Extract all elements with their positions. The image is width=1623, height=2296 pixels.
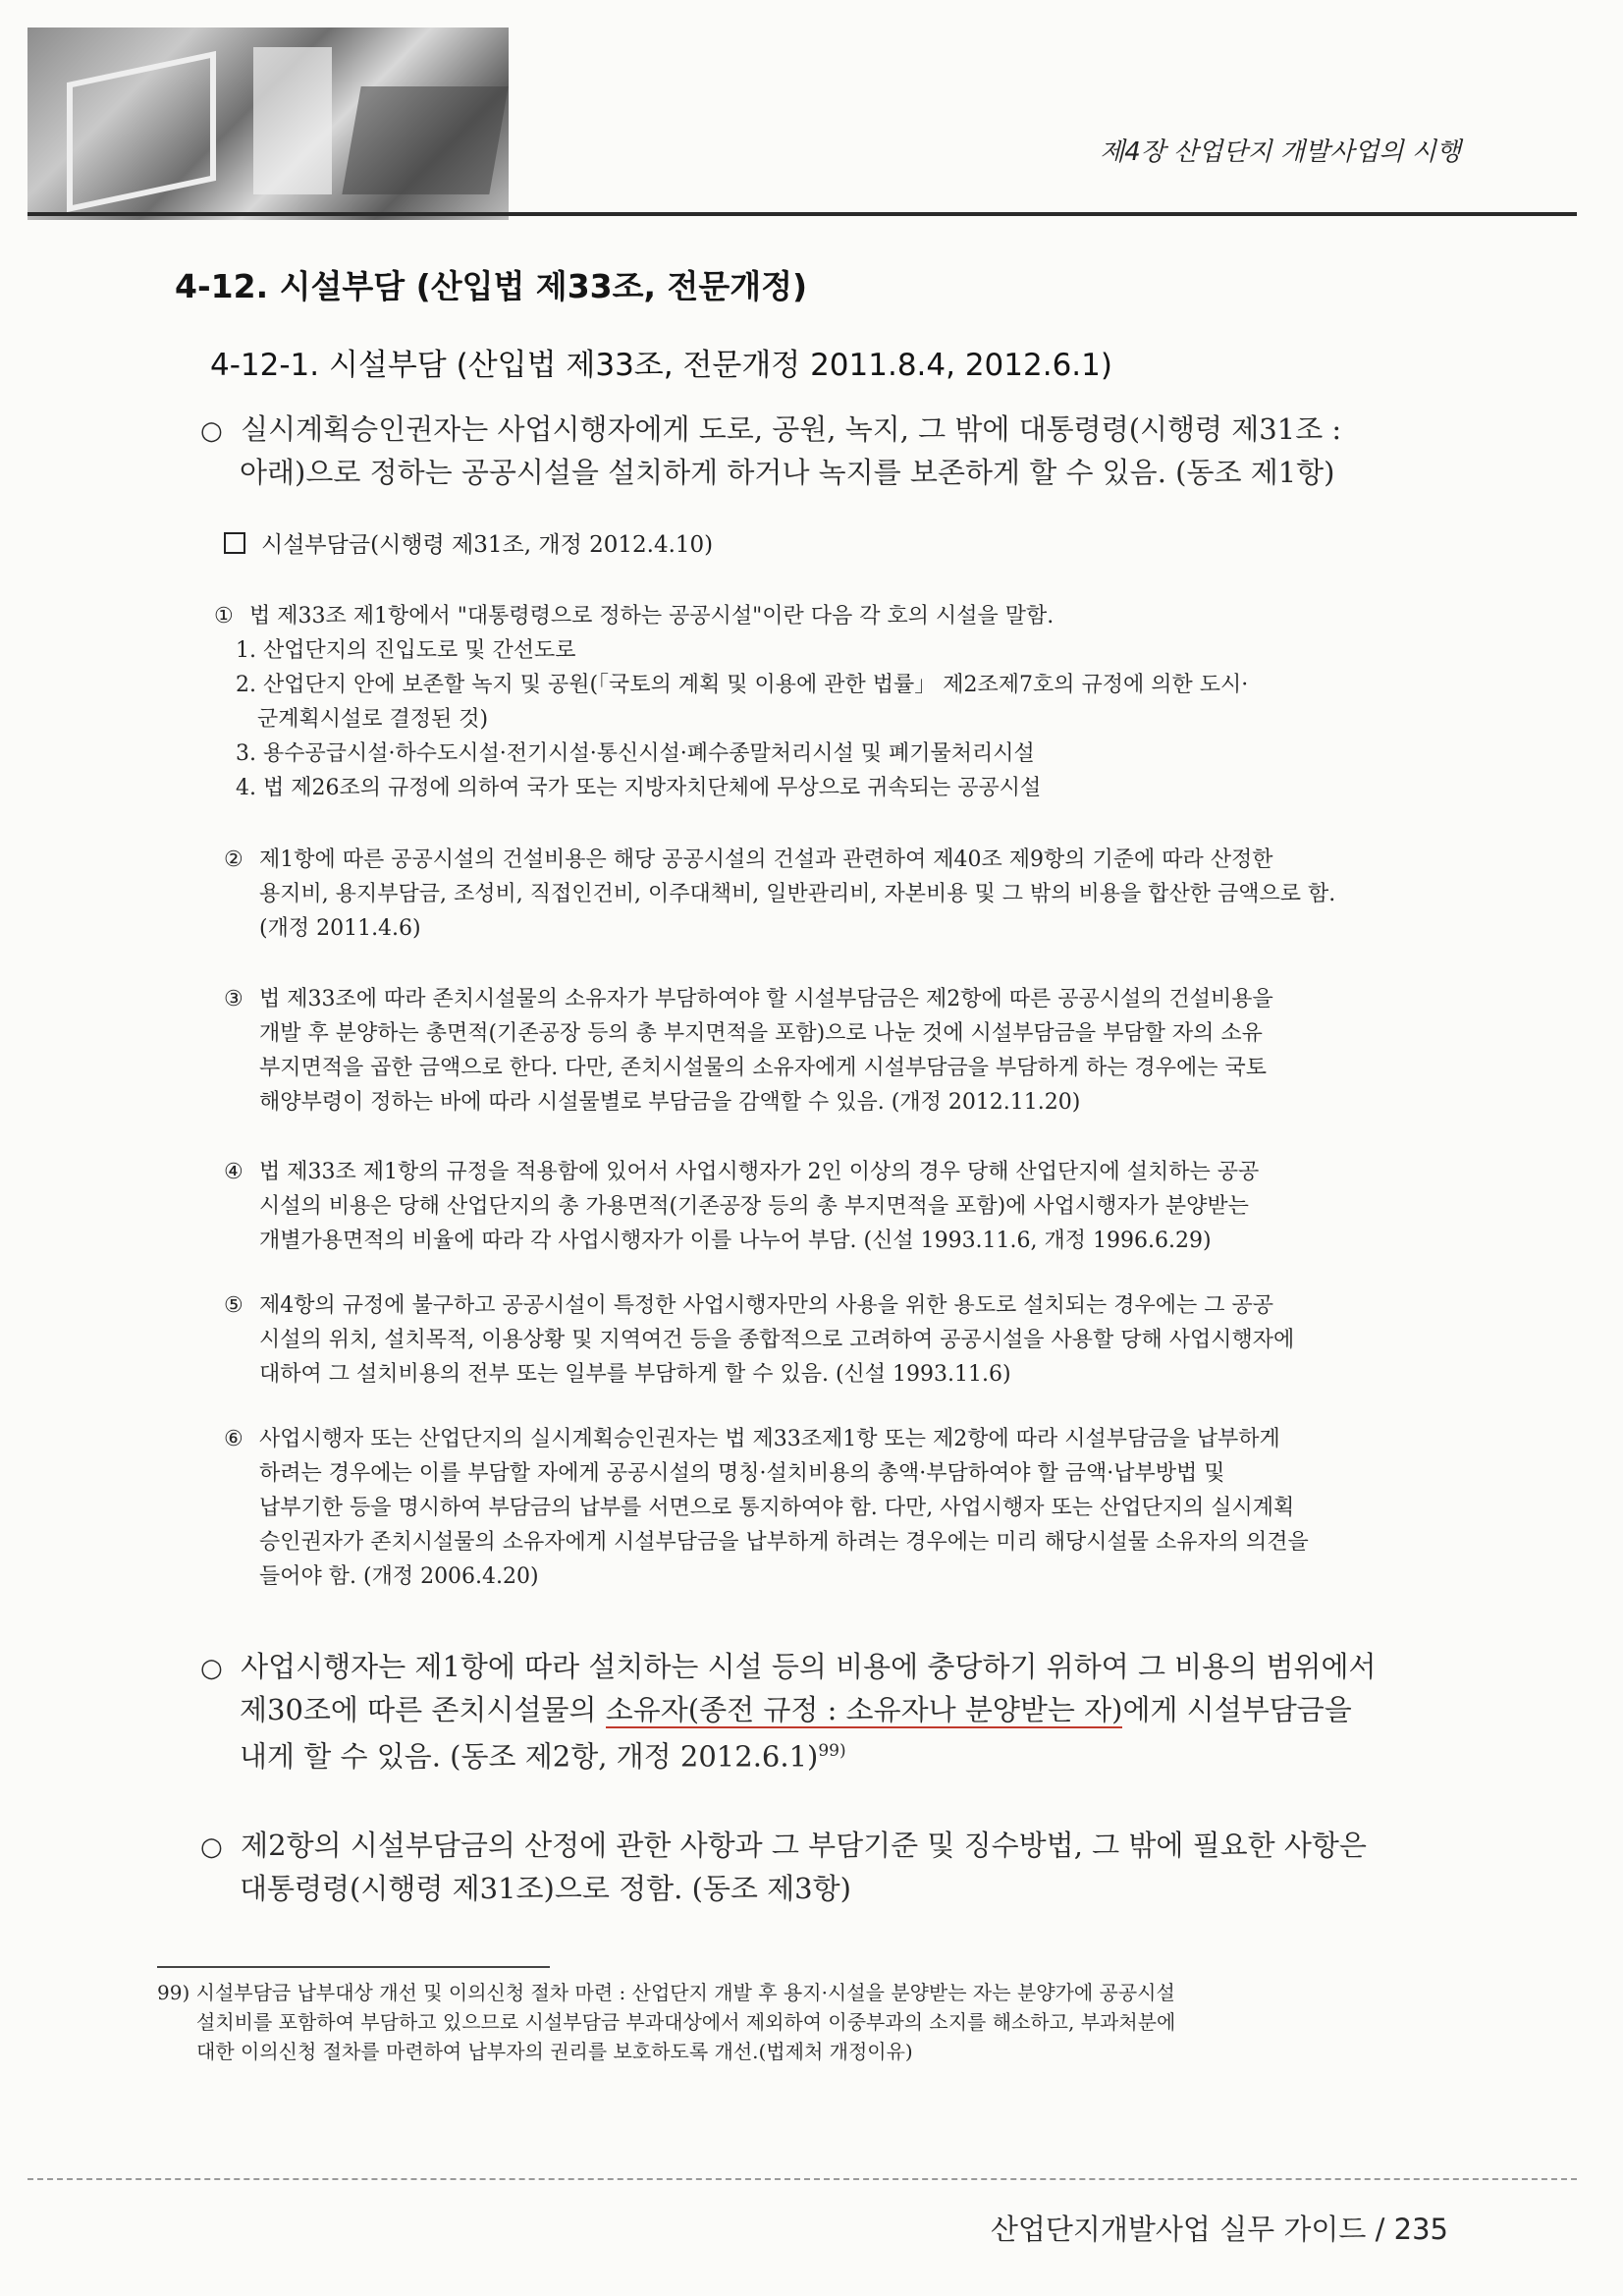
clause-line: 제4항의 규정에 불구하고 공공시설이 특정한 사업시행자만의 사용을 위한 용도로 설치되는 경우에는 그 공공: [259, 1293, 1274, 1318]
footnote-ref[interactable]: 99): [818, 1741, 846, 1761]
clause-line: 승인권자가 존치시설물의 소유자에게 시설부담금을 납부하게 하려는 경우에는 미리 해당시설물 소유자의 의견을: [259, 1530, 1309, 1555]
subsection-title: 4-12-1. 시설부담 (산입법 제33조, 전문개정 2011.8.4, 2012.6.1): [210, 348, 1112, 383]
bullet2-line3: 내게 할 수 있음. (동조 제2항, 개정 2012.6.1): [240, 1739, 819, 1774]
bullet-mark: ○: [200, 1832, 223, 1862]
clause-line: 법 제33조 제1항의 규정을 적용함에 있어서 사업시행자가 2인 이상의 경우 당해 산업단지에 설치하는 공공: [259, 1160, 1260, 1184]
clause1-item: 군계획시설로 결정된 것): [257, 707, 489, 732]
bullet-paragraph-3: [200, 1825, 1428, 1909]
clause-2: [224, 843, 1432, 946]
footnote-number: 99): [157, 1981, 190, 2004]
bullet-mark: ○: [200, 1654, 223, 1683]
bullet3-line1: 제2항의 시설부담금의 산정에 관한 사항과 그 부담기준 및 징수방법, 그 밖에 필요한 사항은: [241, 1829, 1367, 1862]
footnote-rule: [157, 1966, 550, 1968]
clause-line: 납부기한 등을 명시하여 부담금의 납부를 서면으로 통지하여야 함. 다만, 사업시행자 또는 산업단지의 실시계획: [259, 1496, 1295, 1520]
footnote: [157, 1978, 1434, 2066]
header-photo: [27, 27, 509, 220]
clause1-item: 4. 법 제26조의 규정에 의하여 국가 또는 지방자치단체에 무상으로 귀속되는 공공시설: [236, 776, 1042, 800]
chapter-title: 제4장 산업단지 개발사업의 시행: [1100, 137, 1461, 167]
clause-4: [224, 1155, 1432, 1258]
bullet2-line2-pre: 제30조에 따른 존치시설물의: [240, 1693, 606, 1726]
clause-number: ②: [224, 847, 243, 872]
clause-line: 들어야 함. (개정 2006.4.20): [259, 1564, 539, 1589]
bottom-rule: [27, 2178, 1577, 2180]
bullet-mark: ○: [200, 416, 223, 446]
clause-number: ③: [224, 987, 243, 1011]
clause-6: [224, 1422, 1432, 1594]
bullet1-line1: 실시계획승인권자는 사업시행자에게 도로, 공원, 녹지, 그 밖에 대통령령(시행령 제31조 :: [241, 412, 1342, 446]
clause-line: 개별가용면적의 비율에 따라 각 사업시행자가 이를 나누어 부담. (신설 1993.11.6, 개정 1996.6.29): [259, 1229, 1212, 1253]
underlined-phrase: 소유자(종전 규정 : 소유자나 분양받는 자): [605, 1693, 1123, 1726]
clause-line: 하려는 경우에는 이를 부담할 자에게 공공시설의 명칭·설치비용의 총액·부담하여야 할 금액·납부방법 및: [259, 1461, 1225, 1486]
clause-line: 제1항에 따른 공공시설의 건설비용은 해당 공공시설의 건설과 관련하여 제40조 제9항의 기준에 따라 산정한: [259, 847, 1273, 872]
clause-line: 부지면적을 곱한 금액으로 한다. 다만, 존치시설물의 소유자에게 시설부담금을 부담하게 하는 경우에는 국토: [259, 1056, 1268, 1080]
checkbox-square-icon: [224, 532, 245, 554]
clause-number: ①: [214, 604, 234, 629]
clause-line: 법 제33조에 따라 존치시설물의 소유자가 부담하여야 할 시설부담금은 제2항에 따른 공공시설의 건설비용을: [259, 987, 1273, 1011]
enforcement-decree-heading: [224, 526, 713, 559]
clause-1: [214, 599, 1422, 805]
clause1-item: 2. 산업단지 안에 보존할 녹지 및 공원(「국토의 계획 및 이용에 관한 법률」 제2조제7호의 규정에 의한 도시·: [236, 673, 1249, 697]
clause-line: (개정 2011.4.6): [259, 916, 421, 941]
clause-line: 대하여 그 설치비용의 전부 또는 일부를 부담하게 할 수 있음. (신설 1993.11.6): [259, 1362, 1011, 1387]
clause-line: 개발 후 분양하는 총면적(기존공장 등의 총 부지면적을 포함)으로 나눈 것에 시설부담금을 부담할 자의 소유: [259, 1021, 1263, 1046]
bullet3-line2: 대통령령(시행령 제31조)으로 정함. (동조 제3항): [240, 1872, 851, 1905]
page-footer: 산업단지개발사업 실무 가이드 / 235: [990, 2213, 1448, 2246]
clause-number: ⑥: [224, 1427, 243, 1451]
clause-line: 사업시행자 또는 산업단지의 실시계획승인권자는 법 제33조제1항 또는 제2항에 따라 시설부담금을 납부하게: [259, 1427, 1280, 1451]
clause-line: 시설의 위치, 설치목적, 이용상황 및 지역여건 등을 종합적으로 고려하여 공공시설을 사용할 당해 사업시행자에: [259, 1328, 1295, 1352]
clause1-item: 1. 산업단지의 진입도로 및 간선도로: [236, 638, 576, 663]
footnote-line: 설치비를 포함하여 부담하고 있으므로 시설부담금 부과대상에서 제외하여 이중부과의 소지를 해소하고, 부과처분에: [196, 2010, 1176, 2034]
clause-number: ④: [224, 1160, 243, 1184]
bullet2-line2-post: 에게 시설부담금을: [1122, 1693, 1352, 1726]
box-title-text: 시설부담금(시행령 제31조, 개정 2012.4.10): [261, 532, 714, 558]
header-rule: [27, 212, 1577, 216]
clause-line: 용지비, 용지부담금, 조성비, 직접인건비, 이주대책비, 일반관리비, 자본비용 및 그 밖의 비용을 합산한 금액으로 함.: [259, 882, 1336, 906]
bullet-paragraph-2: [200, 1646, 1428, 1777]
bullet2-line1: 사업시행자는 제1항에 따라 설치하는 시설 등의 비용에 충당하기 위하여 그 비용의 범위에서: [241, 1650, 1377, 1683]
clause1-item: 3. 용수공급시설·하수도시설·전기시설·통신시설·폐수종말처리시설 및 폐기물처리시설: [236, 741, 1035, 766]
clause-3: [224, 982, 1432, 1120]
clause-line: 시설의 비용은 당해 산업단지의 총 가용면적(기존공장 등의 총 부지면적을 포함)에 사업시행자가 분양받는: [259, 1194, 1249, 1219]
footnote-line: 대한 이의신청 절차를 마련하여 납부자의 권리를 보호하도록 개선.(법제처 개정이유): [196, 2040, 913, 2063]
section-title: 4-12. 시설부담 (산입법 제33조, 전문개정): [175, 267, 808, 305]
clause-line: 해양부령이 정하는 바에 따라 시설물별로 부담금을 감액할 수 있음. (개정 2012.11.20): [259, 1090, 1081, 1115]
clause-number: ⑤: [224, 1293, 243, 1318]
footnote-line: 시설부담금 납부대상 개선 및 이의신청 절차 마련 : 산업단지 개발 후 용지·시설을 분양받는 자는 분양가에 공공시설: [195, 1981, 1175, 2004]
bullet-paragraph-1: [200, 409, 1418, 493]
bullet1-line2: 아래)으로 정하는 공공시설을 설치하게 하거나 녹지를 보존하게 할 수 있음. (동조 제1항): [240, 456, 1335, 489]
clause1-line1: 법 제33조 제1항에서 "대통령령으로 정하는 공공시설"이란 다음 각 호의 시설을 말함.: [249, 604, 1055, 629]
clause-5: [224, 1288, 1432, 1392]
